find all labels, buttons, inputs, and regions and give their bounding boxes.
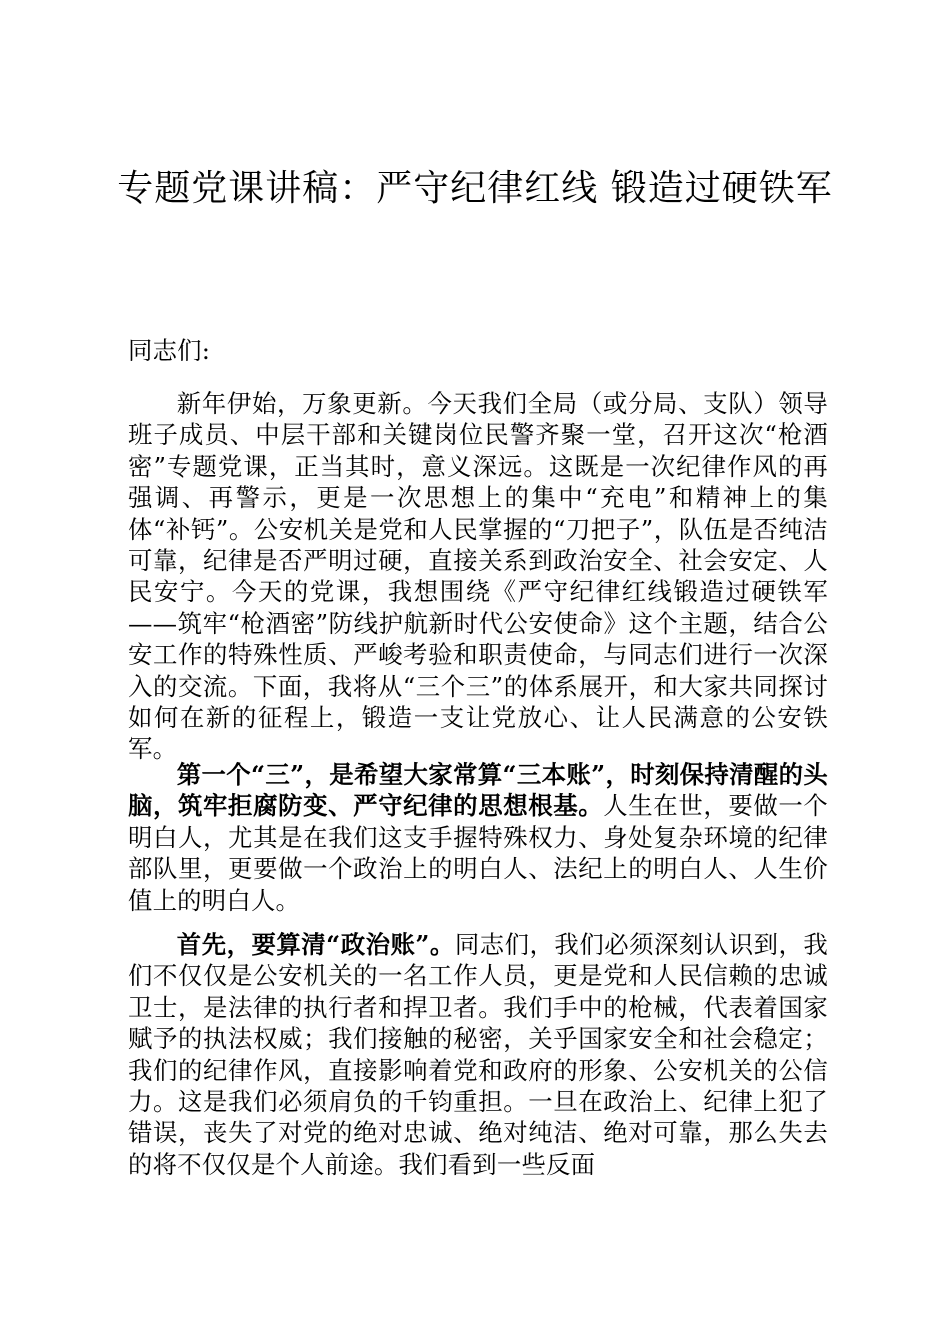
salutation: 同志们: bbox=[128, 336, 211, 365]
paragraph-political-account-lead: 首先，要算清“政治账”。 bbox=[176, 930, 455, 959]
document-title: 专题党课讲稿：严守纪律红线 锻造过硬铁军 bbox=[117, 168, 833, 209]
paragraph-political-account-text: 同志们，我们必须深刻认识到，我们不仅仅是公安机关的一名工作人员，更是党和人民信赖的忠诚卫士，是法律的执行者和捍卫者。我们手中的枪械，代表着国家赋予的执法权威；我们接触的秘密，关乎国家安全和社会稳定；我们的纪律作风，直接影响着党和政府的形象、公安机关的公信力。这是我们必须肩负的千钧重担。一旦在政治上、纪律上犯了错误，丧失了对党的绝对忠诚、绝对纯洁、绝对可靠，那么失去的将不仅仅是个人前途。我们看到一些反面 bbox=[128, 930, 828, 1179]
paragraph-intro-text: 新年伊始，万象更新。今天我们全局（或分局、支队）领导班子成员、中层干部和关键岗位民警齐聚一堂，召开这次“枪酒密”专题党课，正当其时，意义深远。这既是一次纪律作风的再强调、再警示，更是一次思想上的集中“充电”和精神上的集体“补钙”。公安机关是党和人民掌握的“刀把子”，队伍是否纯洁可靠，纪律是否严明过硬，直接关系到政治安全、社会安定、人民安宁。今天的党课，我想围绕《严守纪律红线锻造过硬铁军——筑牢“枪酒密”防线护航新时代公安使命》这个主题，结合公安工作的特殊性质、严峻考验和职责使命，与同志们进行一次深入的交流。下面，我将从“三个三”的体系展开，和大家共同探讨如何在新的征程上，锻造一支让党放心、让人民满意的公安铁军。 bbox=[128, 389, 828, 764]
paragraph-intro bbox=[128, 388, 828, 765]
paragraph-first-three bbox=[128, 759, 828, 916]
paragraph-political-account bbox=[128, 929, 828, 1180]
paragraph-first-three-lead: 第一个“三”，是希望大家常算“三本账”，时刻保持清醒的头脑，筑牢拒腐防变、严守纪律的思想根基。 bbox=[128, 760, 828, 821]
paragraph-first-three-text: 人生在世，要做一个明白人，尤其是在我们这支手握特殊权力、身处复杂环境的纪律部队里，更要做一个政治上的明白人、法纪上的明白人、人生价值上的明白人。 bbox=[128, 791, 828, 915]
